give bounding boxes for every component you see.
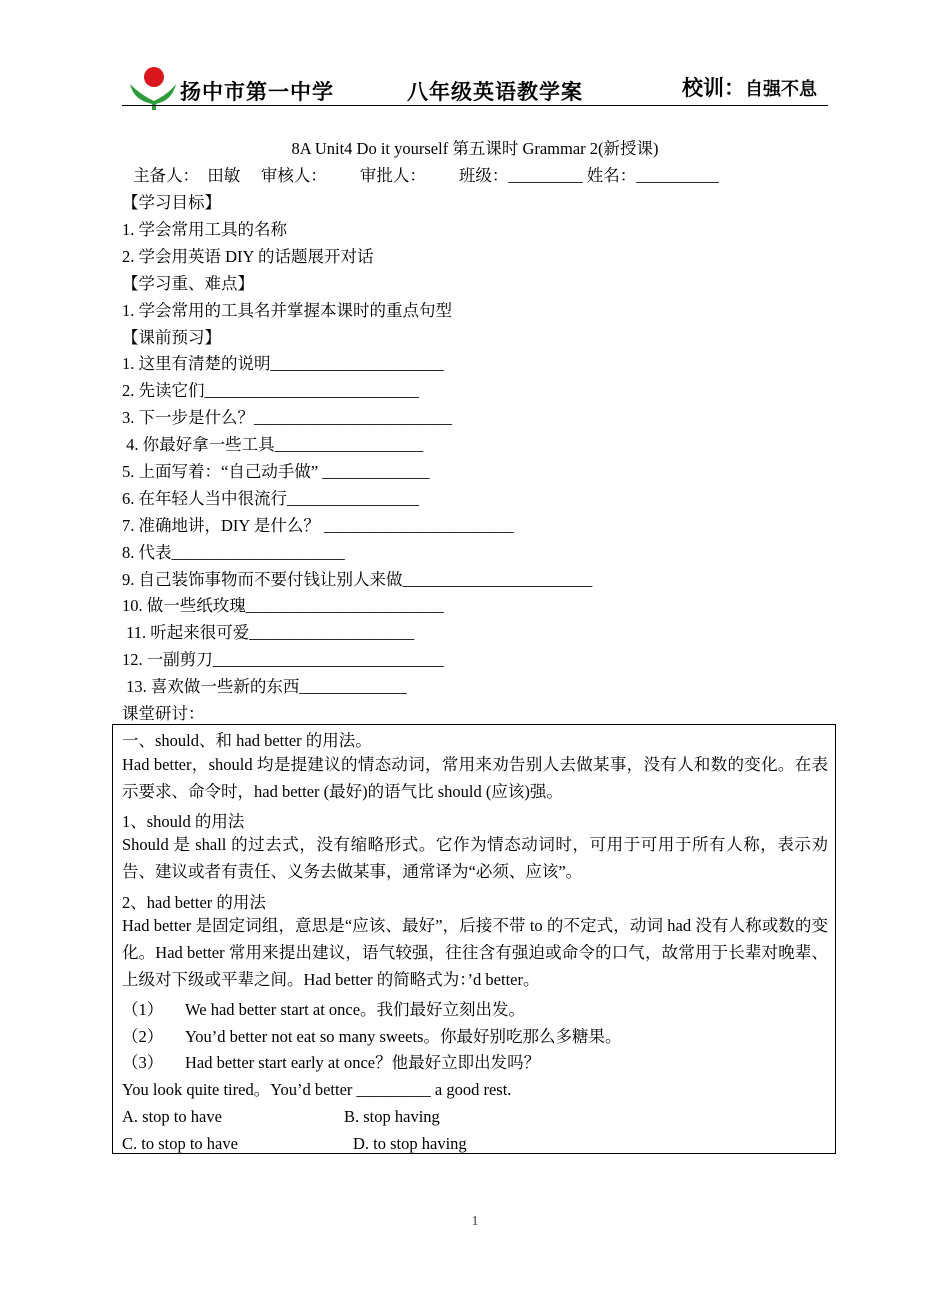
example-number: （1） [122,1000,164,1019]
preview-item: 12. 一副剪刀____________________________ [122,650,444,669]
box-heading: 一、should、和 had better 的用法。 [122,731,372,750]
preview-item: 7. 准确地讲，DIY 是什么？ _______________________ [122,516,514,535]
goal-item: 2. 学会用英语 DIY 的话题展开对话 [122,247,374,266]
example-text: You’d better not eat so many sweets。你最好别吃那么多糖果。 [185,1027,622,1046]
school-name: 扬中市第一中学 [180,80,334,104]
example-text: We had better start at once。我们最好立刻出发。 [185,1000,526,1019]
goal-item: 1. 学会常用工具的名称 [122,220,287,239]
example-number: （3） [122,1053,164,1072]
page-header [122,58,828,110]
grammar-box [112,724,836,1154]
motto-text: 自强不息 [745,79,817,100]
document-type: 八年级英语教学案 [407,80,583,104]
key-point-item: 1. 学会常用的工具名并掌握本课时的重点句型 [122,301,452,320]
example-number: （2） [122,1027,164,1046]
option-c: C. to stop to have [122,1134,238,1153]
should-subheading: 1、should 的用法 [122,812,245,831]
preview-item: 13. 喜欢做一些新的东西_____________ [122,677,407,696]
preview-item: 4. 你最好拿一些工具__________________ [122,435,424,454]
should-text: Should 是 shall 的过去式，没有缩略形式。它作为情态动词时，可用于可用于所有人称，表示劝告、建议或者有责任、义务去做某事，通常译为“必须、应该”。 [122,835,828,881]
preview-item: 2. 先读它们__________________________ [122,381,419,400]
school-motto [682,72,817,102]
preview-item: 11. 听起来很可爱____________________ [122,623,415,642]
preview-item: 10. 做一些纸玫瑰________________________ [122,596,444,615]
had-better-subheading: 2、had better 的用法 [122,893,266,912]
goals-heading: 【学习目标】 [122,193,221,212]
motto-label: 校训： [682,76,745,100]
preview-item: 1. 这里有清楚的说明_____________________ [122,354,444,373]
box-intro: Had better，should 均是提建议的情态动词，常用来劝告别人去做某事，没有人和数的变化。在表示要求、命令时，had better (最好)的语气比 should (应该)强。 [122,755,828,801]
preview-heading: 【课前预习】 [122,328,221,347]
option-d: D. to stop having [353,1134,467,1153]
key-points-heading: 【学习重、难点】 [122,274,254,293]
preview-item: 3. 下一步是什么？________________________ [122,408,452,427]
preview-item: 9. 自己装饰事物而不要付钱让别人来做_______________________ [122,570,593,589]
exercise-question: You look quite tired。You’d better _________ a good rest. [122,1080,512,1099]
school-logo-icon [126,66,176,110]
preview-item: 6. 在年轻人当中很流行________________ [122,489,419,508]
example-text: Had better start early at once？他最好立即出发吗？ [185,1053,541,1072]
page-number: 1 [471,1214,479,1229]
header-rule [122,105,828,106]
class-study-heading: 课堂研讨： [122,704,205,723]
lesson-title: 8A Unit4 Do it yourself 第五课时 Grammar 2(新授课) [291,139,659,158]
preview-item: 5. 上面写着：“自己动手做” _____________ [122,462,430,481]
info-line: 主备人： 田敏 审核人： 审批人： 班级：_________ 姓名：__________ [133,166,719,185]
option-b: B. stop having [344,1107,440,1126]
preview-item: 8. 代表_____________________ [122,543,345,562]
had-better-text: Had better 是固定词组，意思是“应该、最好”，后接不带 to 的不定式，动词 had 没有人称或数的变化。Had better 常用来提出建议，语气较强，往往含有强迫或命令的口气，故常用于长辈对晚辈、上级对下级或平辈之间。Had better 的简略式为：’d better。 [122,916,828,989]
option-a: A. stop to have [122,1107,222,1126]
